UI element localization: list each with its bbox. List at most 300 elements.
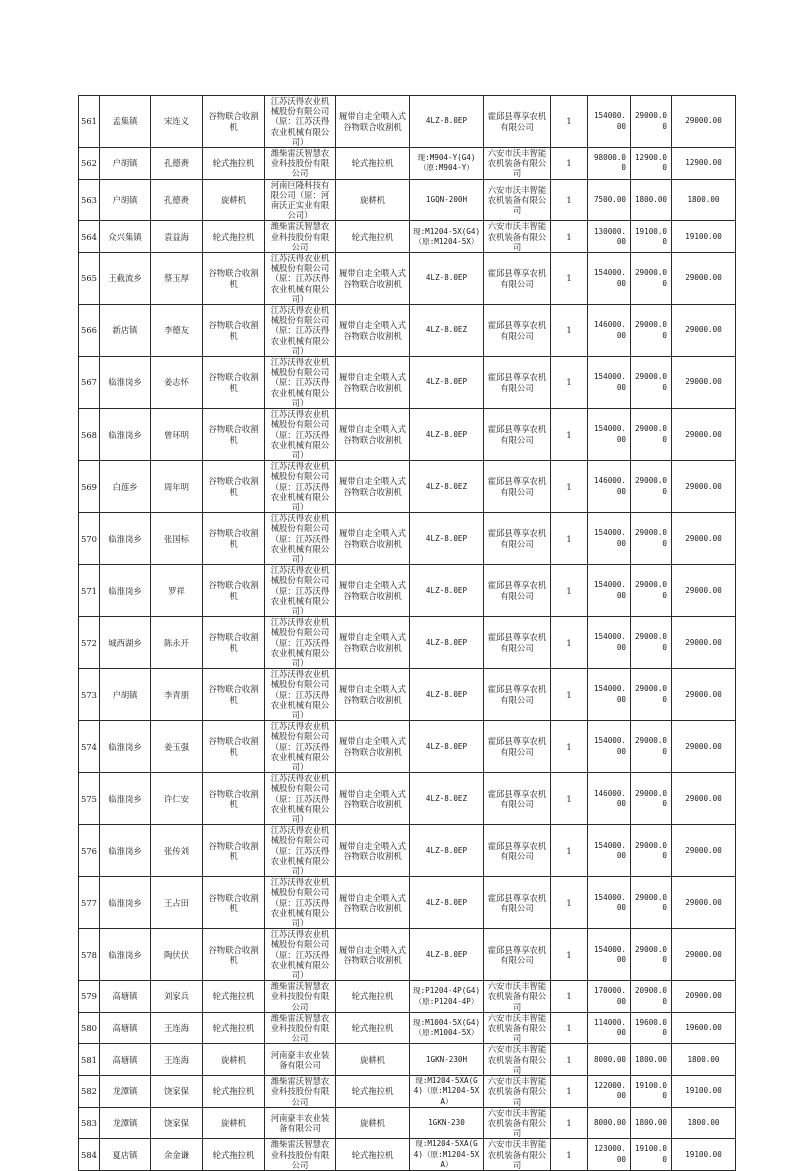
category-cell: 旋耕机: [203, 1044, 265, 1076]
manufacturer-cell: 江苏沃得农业机械股份有限公司（原：江苏沃得农业机械有限公司）: [265, 773, 336, 825]
item-cell: 履带自走全喂入式谷物联合收割机: [336, 617, 410, 669]
price-cell: 154000.00: [588, 669, 631, 721]
quantity-cell: 1: [551, 96, 588, 148]
manufacturer-cell: 江苏沃得农业机械股份有限公司（原：江苏沃得农业机械有限公司）: [265, 513, 336, 565]
seq-cell: 572: [79, 617, 100, 669]
item-cell: 履带自走全喂入式谷物联合收割机: [336, 565, 410, 617]
category-cell: 旋耕机: [203, 1107, 265, 1139]
dealer-cell: 霍邱县尊享农机有限公司: [484, 721, 551, 773]
item-cell: 轮式拖拉机: [336, 1012, 410, 1044]
price-cell: 7500.00: [588, 179, 631, 221]
total-subsidy-cell: 29000.00: [672, 305, 736, 357]
town-cell: 王截流乡: [100, 253, 151, 305]
category-cell: 旋耕机: [203, 179, 265, 221]
price-cell: 123000.00: [588, 1139, 631, 1171]
item-cell: 轮式拖拉机: [336, 221, 410, 253]
name-cell: 余金谦: [151, 1139, 203, 1171]
manufacturer-cell: 江苏沃得农业机械股份有限公司（原：江苏沃得农业机械有限公司）: [265, 825, 336, 877]
price-cell: 154000.00: [588, 409, 631, 461]
town-cell: 临淮岗乡: [100, 825, 151, 877]
seq-cell: 565: [79, 253, 100, 305]
subsidy-cell: 29000.00: [631, 565, 672, 617]
town-cell: 白莲乡: [100, 461, 151, 513]
item-cell: 旋耕机: [336, 1044, 410, 1076]
dealer-cell: 霍邱县尊享农机有限公司: [484, 357, 551, 409]
seq-cell: 571: [79, 565, 100, 617]
total-subsidy-cell: 29000.00: [672, 513, 736, 565]
subsidy-cell: 20900.00: [631, 981, 672, 1013]
model-cell: 现:M904-Y(G4)（原:M904-Y）: [410, 148, 484, 180]
price-cell: 130000.00: [588, 221, 631, 253]
category-cell: 轮式拖拉机: [203, 1139, 265, 1171]
price-cell: 154000.00: [588, 721, 631, 773]
subsidy-cell: 29000.00: [631, 721, 672, 773]
model-cell: 4LZ-8.0EP: [410, 565, 484, 617]
total-subsidy-cell: 29000.00: [672, 96, 736, 148]
town-cell: 临淮岗乡: [100, 877, 151, 929]
subsidy-cell: 29000.00: [631, 96, 672, 148]
item-cell: 履带自走全喂入式谷物联合收割机: [336, 929, 410, 981]
quantity-cell: 1: [551, 981, 588, 1013]
price-cell: 154000.00: [588, 565, 631, 617]
seq-cell: 581: [79, 1044, 100, 1076]
dealer-cell: 六安市沃丰智能农机装备有限公司: [484, 148, 551, 180]
town-cell: 临淮岗乡: [100, 513, 151, 565]
dealer-cell: 霍邱县尊享农机有限公司: [484, 513, 551, 565]
category-cell: 谷物联合收割机: [203, 929, 265, 981]
item-cell: 履带自走全喂入式谷物联合收割机: [336, 409, 410, 461]
subsidy-cell: 29000.00: [631, 825, 672, 877]
dealer-cell: 六安市沃丰智能农机装备有限公司: [484, 221, 551, 253]
name-cell: 张传刘: [151, 825, 203, 877]
table-row: [79, 1139, 736, 1171]
total-subsidy-cell: 19100.00: [672, 1139, 736, 1171]
seq-cell: 568: [79, 409, 100, 461]
name-cell: 陈永开: [151, 617, 203, 669]
total-subsidy-cell: 20900.00: [672, 981, 736, 1013]
dealer-cell: 六安市沃丰智能农机装备有限公司: [484, 1044, 551, 1076]
table-row: [79, 877, 736, 929]
manufacturer-cell: 江苏沃得农业机械股份有限公司（原：江苏沃得农业机械有限公司）: [265, 96, 336, 148]
table-row: [79, 1076, 736, 1108]
price-cell: 154000.00: [588, 513, 631, 565]
category-cell: 谷物联合收割机: [203, 513, 265, 565]
total-subsidy-cell: 12900.00: [672, 148, 736, 180]
town-cell: 户胡镇: [100, 179, 151, 221]
total-subsidy-cell: 29000.00: [672, 461, 736, 513]
category-cell: 轮式拖拉机: [203, 148, 265, 180]
total-subsidy-cell: 19100.00: [672, 221, 736, 253]
town-cell: 临淮岗乡: [100, 929, 151, 981]
price-cell: 98000.00: [588, 148, 631, 180]
dealer-cell: 霍邱县尊享农机有限公司: [484, 825, 551, 877]
town-cell: 高塘镇: [100, 1012, 151, 1044]
subsidy-table: [78, 95, 736, 1171]
total-subsidy-cell: 29000.00: [672, 929, 736, 981]
quantity-cell: 1: [551, 1076, 588, 1108]
item-cell: 轮式拖拉机: [336, 1139, 410, 1171]
price-cell: 146000.00: [588, 461, 631, 513]
item-cell: 履带自走全喂入式谷物联合收割机: [336, 253, 410, 305]
table-row: [79, 305, 736, 357]
price-cell: 146000.00: [588, 305, 631, 357]
quantity-cell: 1: [551, 669, 588, 721]
item-cell: 轮式拖拉机: [336, 981, 410, 1013]
town-cell: 新店镇: [100, 305, 151, 357]
price-cell: 146000.00: [588, 773, 631, 825]
model-cell: 4LZ-8.0EP: [410, 513, 484, 565]
manufacturer-cell: 潍柴雷沃智慧农业科技股份有限公司: [265, 981, 336, 1013]
dealer-cell: 霍邱县尊享农机有限公司: [484, 565, 551, 617]
dealer-cell: 六安市沃丰智能农机装备有限公司: [484, 179, 551, 221]
quantity-cell: 1: [551, 305, 588, 357]
category-cell: 轮式拖拉机: [203, 1076, 265, 1108]
seq-cell: 569: [79, 461, 100, 513]
dealer-cell: 霍邱县尊享农机有限公司: [484, 929, 551, 981]
name-cell: 刘家兵: [151, 981, 203, 1013]
manufacturer-cell: 潍柴雷沃智慧农业科技股份有限公司: [265, 1139, 336, 1171]
model-cell: 4LZ-8.0EZ: [410, 773, 484, 825]
category-cell: 谷物联合收割机: [203, 565, 265, 617]
subsidy-cell: 12900.00: [631, 148, 672, 180]
name-cell: 姜玉强: [151, 721, 203, 773]
total-subsidy-cell: 1800.00: [672, 1044, 736, 1076]
price-cell: 114000.00: [588, 1012, 631, 1044]
model-cell: 1GKN-230H: [410, 1044, 484, 1076]
subsidy-cell: 19600.00: [631, 1012, 672, 1044]
item-cell: 履带自走全喂入式谷物联合收割机: [336, 305, 410, 357]
subsidy-cell: 29000.00: [631, 773, 672, 825]
seq-cell: 567: [79, 357, 100, 409]
subsidy-cell: 29000.00: [631, 357, 672, 409]
seq-cell: 577: [79, 877, 100, 929]
price-cell: 8000.00: [588, 1044, 631, 1076]
item-cell: 履带自走全喂入式谷物联合收割机: [336, 877, 410, 929]
manufacturer-cell: 江苏沃得农业机械股份有限公司（原：江苏沃得农业机械有限公司）: [265, 565, 336, 617]
item-cell: 履带自走全喂入式谷物联合收割机: [336, 461, 410, 513]
name-cell: 王连海: [151, 1044, 203, 1076]
category-cell: 谷物联合收割机: [203, 253, 265, 305]
total-subsidy-cell: 29000.00: [672, 409, 736, 461]
town-cell: 高塘镇: [100, 1044, 151, 1076]
quantity-cell: 1: [551, 565, 588, 617]
model-cell: 4LZ-8.0EP: [410, 929, 484, 981]
item-cell: 履带自走全喂入式谷物联合收割机: [336, 721, 410, 773]
town-cell: 户胡镇: [100, 148, 151, 180]
table-row: [79, 929, 736, 981]
subsidy-cell: 29000.00: [631, 513, 672, 565]
name-cell: 饶家保: [151, 1107, 203, 1139]
table-row: [79, 409, 736, 461]
manufacturer-cell: 江苏沃得农业机械股份有限公司（原：江苏沃得农业机械有限公司）: [265, 357, 336, 409]
dealer-cell: 六安市沃丰智能农机装备有限公司: [484, 1139, 551, 1171]
total-subsidy-cell: 29000.00: [672, 825, 736, 877]
price-cell: 154000.00: [588, 825, 631, 877]
price-cell: 122000.00: [588, 1076, 631, 1108]
total-subsidy-cell: 29000.00: [672, 253, 736, 305]
item-cell: 履带自走全喂入式谷物联合收割机: [336, 825, 410, 877]
quantity-cell: 1: [551, 357, 588, 409]
price-cell: 154000.00: [588, 253, 631, 305]
item-cell: 履带自走全喂入式谷物联合收割机: [336, 773, 410, 825]
model-cell: 现:M1204-5X(G4)（原:M1204-5X）: [410, 221, 484, 253]
name-cell: 蔡玉厚: [151, 253, 203, 305]
model-cell: 4LZ-8.0EP: [410, 357, 484, 409]
seq-cell: 574: [79, 721, 100, 773]
name-cell: 曾环明: [151, 409, 203, 461]
total-subsidy-cell: 29000.00: [672, 617, 736, 669]
quantity-cell: 1: [551, 825, 588, 877]
model-cell: 4LZ-8.0EZ: [410, 461, 484, 513]
manufacturer-cell: 江苏沃得农业机械股份有限公司（原：江苏沃得农业机械有限公司）: [265, 669, 336, 721]
town-cell: 夏店镇: [100, 1139, 151, 1171]
name-cell: 王占田: [151, 877, 203, 929]
table-row: [79, 357, 736, 409]
total-subsidy-cell: 29000.00: [672, 773, 736, 825]
quantity-cell: 1: [551, 1107, 588, 1139]
manufacturer-cell: 江苏沃得农业机械股份有限公司（原：江苏沃得农业机械有限公司）: [265, 305, 336, 357]
subsidy-cell: 19100.00: [631, 221, 672, 253]
model-cell: 现:M1204-5XA(G4)（原:M1204-5XA）: [410, 1076, 484, 1108]
name-cell: 姜志怀: [151, 357, 203, 409]
seq-cell: 579: [79, 981, 100, 1013]
seq-cell: 562: [79, 148, 100, 180]
town-cell: 龙潭镇: [100, 1076, 151, 1108]
table-row: [79, 981, 736, 1013]
subsidy-cell: 19100.00: [631, 1076, 672, 1108]
category-cell: 谷物联合收割机: [203, 877, 265, 929]
category-cell: 谷物联合收割机: [203, 305, 265, 357]
table-row: [79, 773, 736, 825]
manufacturer-cell: 江苏沃得农业机械股份有限公司（原：江苏沃得农业机械有限公司）: [265, 877, 336, 929]
category-cell: 轮式拖拉机: [203, 1012, 265, 1044]
category-cell: 谷物联合收割机: [203, 409, 265, 461]
table-row: [79, 617, 736, 669]
table-row: [79, 1044, 736, 1076]
seq-cell: 573: [79, 669, 100, 721]
subsidy-cell: 29000.00: [631, 929, 672, 981]
price-cell: 154000.00: [588, 357, 631, 409]
subsidy-cell: 1800.00: [631, 1044, 672, 1076]
manufacturer-cell: 江苏沃得农业机械股份有限公司（原：江苏沃得农业机械有限公司）: [265, 253, 336, 305]
town-cell: 高塘镇: [100, 981, 151, 1013]
town-cell: 临淮岗乡: [100, 565, 151, 617]
model-cell: 4LZ-8.0EP: [410, 409, 484, 461]
quantity-cell: 1: [551, 148, 588, 180]
name-cell: 李德友: [151, 305, 203, 357]
category-cell: 谷物联合收割机: [203, 357, 265, 409]
manufacturer-cell: 潍柴雷沃智慧农业科技股份有限公司: [265, 1076, 336, 1108]
town-cell: 城西湖乡: [100, 617, 151, 669]
model-cell: 4LZ-8.0EP: [410, 721, 484, 773]
quantity-cell: 1: [551, 1044, 588, 1076]
subsidy-cell: 29000.00: [631, 409, 672, 461]
seq-cell: 584: [79, 1139, 100, 1171]
quantity-cell: 1: [551, 617, 588, 669]
subsidy-cell: 1800.00: [631, 179, 672, 221]
seq-cell: 582: [79, 1076, 100, 1108]
price-cell: 8000.00: [588, 1107, 631, 1139]
quantity-cell: 1: [551, 409, 588, 461]
model-cell: 4LZ-8.0EP: [410, 253, 484, 305]
manufacturer-cell: 河南豪丰农业装备有限公司: [265, 1044, 336, 1076]
subsidy-cell: 29000.00: [631, 669, 672, 721]
subsidy-cell: 29000.00: [631, 253, 672, 305]
subsidy-cell: 29000.00: [631, 461, 672, 513]
seq-cell: 563: [79, 179, 100, 221]
name-cell: 李青朋: [151, 669, 203, 721]
subsidy-cell: 29000.00: [631, 617, 672, 669]
item-cell: 履带自走全喂入式谷物联合收割机: [336, 357, 410, 409]
name-cell: 孔德赉: [151, 179, 203, 221]
item-cell: 履带自走全喂入式谷物联合收割机: [336, 96, 410, 148]
dealer-cell: 霍邱县尊享农机有限公司: [484, 305, 551, 357]
name-cell: 陶伏伏: [151, 929, 203, 981]
item-cell: 履带自走全喂入式谷物联合收割机: [336, 669, 410, 721]
category-cell: 谷物联合收割机: [203, 669, 265, 721]
manufacturer-cell: 江苏沃得农业机械股份有限公司（原：江苏沃得农业机械有限公司）: [265, 617, 336, 669]
price-cell: 154000.00: [588, 617, 631, 669]
total-subsidy-cell: 29000.00: [672, 877, 736, 929]
table-row: [79, 513, 736, 565]
item-cell: 履带自走全喂入式谷物联合收割机: [336, 513, 410, 565]
category-cell: 谷物联合收割机: [203, 96, 265, 148]
price-cell: 154000.00: [588, 96, 631, 148]
table-row: [79, 221, 736, 253]
name-cell: 孔德赉: [151, 148, 203, 180]
dealer-cell: 六安市沃丰智能农机装备有限公司: [484, 1107, 551, 1139]
manufacturer-cell: 河南巨隆科技有限公司（原：河南沃正实业有限公司）: [265, 179, 336, 221]
seq-cell: 580: [79, 1012, 100, 1044]
category-cell: 谷物联合收割机: [203, 825, 265, 877]
quantity-cell: 1: [551, 179, 588, 221]
manufacturer-cell: 江苏沃得农业机械股份有限公司（原：江苏沃得农业机械有限公司）: [265, 461, 336, 513]
name-cell: 周年明: [151, 461, 203, 513]
dealer-cell: 六安市沃丰智能农机装备有限公司: [484, 1012, 551, 1044]
subsidy-cell: 19100.00: [631, 1139, 672, 1171]
dealer-cell: 六安市沃丰智能农机装备有限公司: [484, 1076, 551, 1108]
total-subsidy-cell: 29000.00: [672, 357, 736, 409]
item-cell: 旋耕机: [336, 179, 410, 221]
table-row: [79, 179, 736, 221]
total-subsidy-cell: 29000.00: [672, 565, 736, 617]
category-cell: 谷物联合收割机: [203, 721, 265, 773]
town-cell: 孟集镇: [100, 96, 151, 148]
seq-cell: 575: [79, 773, 100, 825]
dealer-cell: 霍邱县尊享农机有限公司: [484, 96, 551, 148]
table-row: [79, 96, 736, 148]
town-cell: 户胡镇: [100, 669, 151, 721]
model-cell: 现:M1204-5XA(G4)（原:M1204-5XA）: [410, 1139, 484, 1171]
seq-cell: 570: [79, 513, 100, 565]
manufacturer-cell: 江苏沃得农业机械股份有限公司（原：江苏沃得农业机械有限公司）: [265, 721, 336, 773]
quantity-cell: 1: [551, 253, 588, 305]
quantity-cell: 1: [551, 1012, 588, 1044]
table-row: [79, 148, 736, 180]
seq-cell: 576: [79, 825, 100, 877]
manufacturer-cell: 江苏沃得农业机械股份有限公司（原：江苏沃得农业机械有限公司）: [265, 929, 336, 981]
quantity-cell: 1: [551, 773, 588, 825]
category-cell: 谷物联合收割机: [203, 773, 265, 825]
seq-cell: 578: [79, 929, 100, 981]
name-cell: 张国标: [151, 513, 203, 565]
model-cell: 4LZ-8.0EP: [410, 96, 484, 148]
dealer-cell: 霍邱县尊享农机有限公司: [484, 877, 551, 929]
dealer-cell: 霍邱县尊享农机有限公司: [484, 617, 551, 669]
seq-cell: 561: [79, 96, 100, 148]
manufacturer-cell: 潍柴雷沃智慧农业科技股份有限公司: [265, 221, 336, 253]
model-cell: 4LZ-8.0EP: [410, 877, 484, 929]
price-cell: 154000.00: [588, 877, 631, 929]
name-cell: 罗祥: [151, 565, 203, 617]
town-cell: 临淮岗乡: [100, 357, 151, 409]
subsidy-cell: 29000.00: [631, 305, 672, 357]
dealer-cell: 霍邱县尊享农机有限公司: [484, 409, 551, 461]
table-row: [79, 825, 736, 877]
total-subsidy-cell: 19100.00: [672, 1076, 736, 1108]
table-row: [79, 253, 736, 305]
name-cell: 王连海: [151, 1012, 203, 1044]
quantity-cell: 1: [551, 461, 588, 513]
manufacturer-cell: 潍柴雷沃智慧农业科技股份有限公司: [265, 1012, 336, 1044]
total-subsidy-cell: 1800.00: [672, 179, 736, 221]
name-cell: 宋连义: [151, 96, 203, 148]
model-cell: 4LZ-8.0EP: [410, 825, 484, 877]
model-cell: 4LZ-8.0EP: [410, 669, 484, 721]
total-subsidy-cell: 19600.00: [672, 1012, 736, 1044]
table-row: [79, 669, 736, 721]
manufacturer-cell: 河南豪丰农业装备有限公司: [265, 1107, 336, 1139]
dealer-cell: 霍邱县尊享农机有限公司: [484, 669, 551, 721]
manufacturer-cell: 江苏沃得农业机械股份有限公司（原：江苏沃得农业机械有限公司）: [265, 409, 336, 461]
total-subsidy-cell: 1800.00: [672, 1107, 736, 1139]
quantity-cell: 1: [551, 1139, 588, 1171]
town-cell: 临淮岗乡: [100, 409, 151, 461]
quantity-cell: 1: [551, 877, 588, 929]
dealer-cell: 霍邱县尊享农机有限公司: [484, 461, 551, 513]
seq-cell: 564: [79, 221, 100, 253]
price-cell: 170000.00: [588, 981, 631, 1013]
table-row: [79, 565, 736, 617]
category-cell: 谷物联合收割机: [203, 617, 265, 669]
seq-cell: 566: [79, 305, 100, 357]
table-row: [79, 1012, 736, 1044]
price-cell: 154000.00: [588, 929, 631, 981]
seq-cell: 583: [79, 1107, 100, 1139]
quantity-cell: 1: [551, 929, 588, 981]
table-row: [79, 1107, 736, 1139]
town-cell: 临淮岗乡: [100, 721, 151, 773]
model-cell: 现:M1004-5X(G4)（原:M1004-5X）: [410, 1012, 484, 1044]
quantity-cell: 1: [551, 513, 588, 565]
model-cell: 1GKN-230: [410, 1107, 484, 1139]
model-cell: 4LZ-8.0EZ: [410, 305, 484, 357]
dealer-cell: 六安市沃丰智能农机装备有限公司: [484, 981, 551, 1013]
category-cell: 轮式拖拉机: [203, 221, 265, 253]
manufacturer-cell: 潍柴雷沃智慧农业科技股份有限公司: [265, 148, 336, 180]
dealer-cell: 霍邱县尊享农机有限公司: [484, 773, 551, 825]
model-cell: 现:P1204-4P(G4)（原:P1204-4P）: [410, 981, 484, 1013]
total-subsidy-cell: 29000.00: [672, 669, 736, 721]
model-cell: 4LZ-8.0EP: [410, 617, 484, 669]
model-cell: 1GQN-200H: [410, 179, 484, 221]
quantity-cell: 1: [551, 721, 588, 773]
name-cell: 袁益海: [151, 221, 203, 253]
table-row: [79, 721, 736, 773]
item-cell: 轮式拖拉机: [336, 148, 410, 180]
town-cell: 临淮岗乡: [100, 773, 151, 825]
table-body: [79, 96, 736, 1171]
